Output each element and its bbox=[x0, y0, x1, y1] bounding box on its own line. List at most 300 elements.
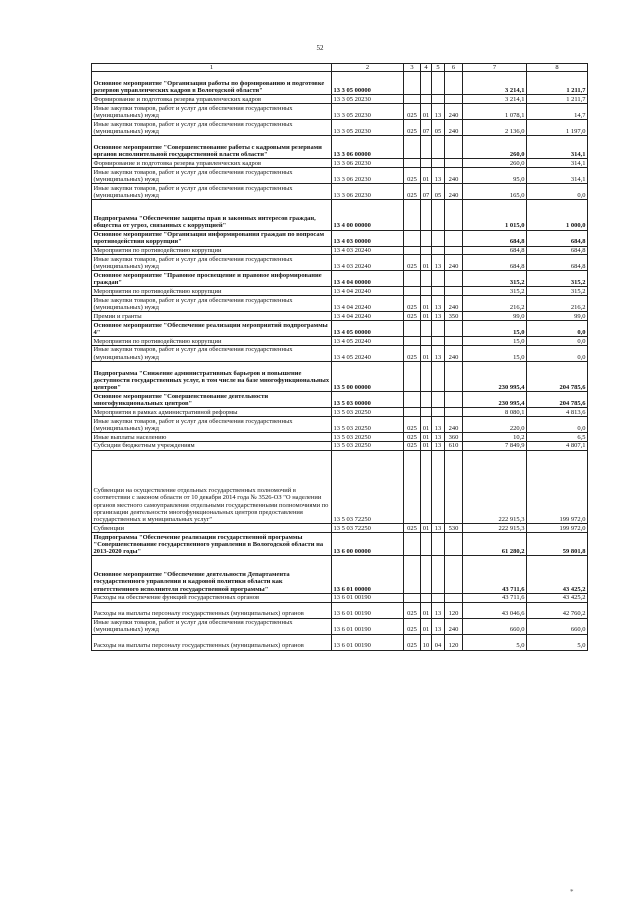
row-section-cell bbox=[421, 320, 432, 336]
table-row bbox=[92, 336, 588, 345]
row-amount-2019-cell: 4 813,6 bbox=[527, 408, 588, 417]
row-type-cell bbox=[445, 287, 463, 296]
row-ministry-cell: 025 bbox=[404, 441, 421, 450]
column-header-4: 4 bbox=[421, 64, 432, 72]
row-ministry-cell bbox=[404, 532, 421, 555]
row-name-cell: Расходы на выплаты персоналу государственных (муниципальных) органов bbox=[92, 602, 332, 618]
row-ministry-cell: 025 bbox=[404, 618, 421, 634]
row-amount-2019-cell: 684,8 bbox=[527, 246, 588, 255]
row-amount-2019-cell: 684,8 bbox=[527, 255, 588, 271]
row-ministry-cell bbox=[404, 136, 421, 159]
row-amount-2019-cell: 14,7 bbox=[527, 104, 588, 120]
table-row bbox=[92, 408, 588, 417]
row-name-cell: Иные закупки товаров, работ и услуг для обеспечения государственных (муниципальных) нужд bbox=[92, 255, 332, 271]
row-type-cell: 120 bbox=[445, 634, 463, 650]
table-row bbox=[92, 602, 588, 618]
column-header-5: 5 bbox=[432, 64, 445, 72]
row-amount-2019-cell: 314,1 bbox=[527, 136, 588, 159]
row-code-cell: 13 6 01 00000 bbox=[332, 556, 404, 594]
row-section-cell: 01 bbox=[421, 618, 432, 634]
row-amount-2019-cell: 199 972,0 bbox=[527, 450, 588, 524]
row-ministry-cell bbox=[404, 287, 421, 296]
row-ministry-cell bbox=[404, 200, 421, 230]
row-amount-2019-cell: 43 425,2 bbox=[527, 556, 588, 594]
row-section-cell bbox=[421, 230, 432, 246]
row-subsection-cell bbox=[432, 361, 445, 391]
row-code-cell: 13 5 03 20250 bbox=[332, 408, 404, 417]
row-type-cell bbox=[445, 593, 463, 602]
row-amount-2019-cell: 1 211,7 bbox=[527, 95, 588, 104]
table-row bbox=[92, 634, 588, 650]
row-amount-2019-cell: 684,8 bbox=[527, 230, 588, 246]
row-subsection-cell: 05 bbox=[432, 184, 445, 200]
table-row bbox=[92, 255, 588, 271]
table-row bbox=[92, 287, 588, 296]
column-header-2: 2 bbox=[332, 64, 404, 72]
row-subsection-cell bbox=[432, 95, 445, 104]
row-subsection-cell: 04 bbox=[432, 634, 445, 650]
row-code-cell: 13 5 03 20250 bbox=[332, 441, 404, 450]
row-subsection-cell: 13 bbox=[432, 168, 445, 184]
row-subsection-cell bbox=[432, 556, 445, 594]
table-row bbox=[92, 532, 588, 555]
row-name-cell: Основное мероприятие "Обеспечение деятельности Департамента государственного управления и кадровой политики области как ответственного исполнителя государственной программы" bbox=[92, 556, 332, 594]
row-ministry-cell: 025 bbox=[404, 312, 421, 321]
table-row bbox=[92, 312, 588, 321]
row-subsection-cell bbox=[432, 246, 445, 255]
row-subsection-cell: 13 bbox=[432, 524, 445, 533]
row-amount-2018-cell: 260,0 bbox=[463, 136, 527, 159]
row-amount-2018-cell: 230 995,4 bbox=[463, 361, 527, 391]
row-name-cell: Субвенции на осуществление отдельных государственных полномочий в соответствии с законом области от 10 декабря 2014 года № 3526-ОЗ "О наделении органов местного самоуправления отдельными государственными полномочиями по организации деятельности многофункциональных центров предоставления государственных и муниципальных услуг" bbox=[92, 450, 332, 524]
row-code-cell: 13 4 05 00000 bbox=[332, 320, 404, 336]
row-type-cell: 240 bbox=[445, 416, 463, 432]
column-header-6: 6 bbox=[445, 64, 463, 72]
row-code-cell: 13 6 01 00190 bbox=[332, 634, 404, 650]
row-amount-2019-cell: 0,0 bbox=[527, 184, 588, 200]
row-amount-2018-cell: 1 015,0 bbox=[463, 200, 527, 230]
table-row bbox=[92, 136, 588, 159]
row-amount-2018-cell: 15,0 bbox=[463, 345, 527, 361]
row-amount-2018-cell: 222 915,3 bbox=[463, 524, 527, 533]
row-code-cell: 13 3 06 20230 bbox=[332, 159, 404, 168]
column-header-3: 3 bbox=[404, 64, 421, 72]
row-code-cell: 13 6 01 00190 bbox=[332, 602, 404, 618]
row-section-cell bbox=[421, 95, 432, 104]
row-type-cell: 240 bbox=[445, 345, 463, 361]
row-subsection-cell bbox=[432, 271, 445, 287]
row-section-cell bbox=[421, 532, 432, 555]
row-type-cell: 350 bbox=[445, 312, 463, 321]
row-subsection-cell: 13 bbox=[432, 255, 445, 271]
table-row bbox=[92, 200, 588, 230]
row-name-cell: Подпрограмма "Снижение административных барьеров и повышение доступности государственных услуг, в том числе на базе многофункциональных центров" bbox=[92, 361, 332, 391]
row-amount-2019-cell: 0,0 bbox=[527, 320, 588, 336]
row-amount-2018-cell: 15,0 bbox=[463, 320, 527, 336]
row-ministry-cell bbox=[404, 450, 421, 524]
row-ministry-cell bbox=[404, 336, 421, 345]
row-ministry-cell bbox=[404, 95, 421, 104]
row-code-cell: 13 3 05 20230 bbox=[332, 95, 404, 104]
row-type-cell bbox=[445, 336, 463, 345]
table-row bbox=[92, 72, 588, 95]
row-subsection-cell: 13 bbox=[432, 345, 445, 361]
row-name-cell: Иные закупки товаров, работ и услуг для обеспечения государственных (муниципальных) нужд bbox=[92, 618, 332, 634]
table-row bbox=[92, 441, 588, 450]
row-section-cell: 01 bbox=[421, 104, 432, 120]
row-section-cell: 07 bbox=[421, 120, 432, 136]
row-section-cell bbox=[421, 287, 432, 296]
row-section-cell: 01 bbox=[421, 441, 432, 450]
row-amount-2018-cell: 15,0 bbox=[463, 336, 527, 345]
row-subsection-cell: 13 bbox=[432, 441, 445, 450]
row-amount-2019-cell: 204 785,6 bbox=[527, 392, 588, 408]
row-amount-2018-cell: 61 280,2 bbox=[463, 532, 527, 555]
row-amount-2018-cell: 43 046,6 bbox=[463, 602, 527, 618]
row-amount-2018-cell: 7 849,9 bbox=[463, 441, 527, 450]
row-code-cell: 13 5 03 72250 bbox=[332, 524, 404, 533]
row-code-cell: 13 4 04 20240 bbox=[332, 296, 404, 312]
row-section-cell bbox=[421, 200, 432, 230]
row-amount-2018-cell: 2 136,0 bbox=[463, 120, 527, 136]
row-type-cell: 240 bbox=[445, 255, 463, 271]
row-type-cell: 240 bbox=[445, 618, 463, 634]
row-subsection-cell: 13 bbox=[432, 416, 445, 432]
row-name-cell: Иные закупки товаров, работ и услуг для обеспечения государственных (муниципальных) нужд bbox=[92, 345, 332, 361]
row-type-cell bbox=[445, 246, 463, 255]
table-row bbox=[92, 95, 588, 104]
row-amount-2018-cell: 1 078,1 bbox=[463, 104, 527, 120]
table-row bbox=[92, 593, 588, 602]
row-name-cell: Подпрограмма "Обеспечение защиты прав и законных интересов граждан, общества от угроз, связанных с коррупцией" bbox=[92, 200, 332, 230]
row-section-cell bbox=[421, 361, 432, 391]
row-code-cell: 13 3 05 20230 bbox=[332, 120, 404, 136]
row-amount-2019-cell: 314,1 bbox=[527, 159, 588, 168]
row-type-cell bbox=[445, 408, 463, 417]
row-section-cell: 01 bbox=[421, 168, 432, 184]
row-name-cell: Основное мероприятие "Организация работы по формированию и подготовке резервов управленческих кадров в Вологодской области" bbox=[92, 72, 332, 95]
row-subsection-cell bbox=[432, 136, 445, 159]
row-amount-2019-cell: 199 972,0 bbox=[527, 524, 588, 533]
row-code-cell: 13 4 04 20240 bbox=[332, 312, 404, 321]
row-name-cell: Иные закупки товаров, работ и услуг для обеспечения государственных (муниципальных) нужд bbox=[92, 296, 332, 312]
row-amount-2019-cell: 0,0 bbox=[527, 345, 588, 361]
column-header-8: 8 bbox=[527, 64, 588, 72]
row-amount-2018-cell: 684,8 bbox=[463, 230, 527, 246]
row-name-cell: Иные закупки товаров, работ и услуг для обеспечения государственных (муниципальных) нужд bbox=[92, 104, 332, 120]
row-amount-2018-cell: 216,2 bbox=[463, 296, 527, 312]
row-name-cell: Премии и гранты bbox=[92, 312, 332, 321]
row-ministry-cell: 025 bbox=[404, 104, 421, 120]
row-amount-2019-cell: 1 000,0 bbox=[527, 200, 588, 230]
row-ministry-cell bbox=[404, 72, 421, 95]
row-section-cell bbox=[421, 136, 432, 159]
table-row bbox=[92, 168, 588, 184]
row-section-cell bbox=[421, 593, 432, 602]
row-amount-2018-cell: 43 711,6 bbox=[463, 556, 527, 594]
row-code-cell: 13 3 06 00000 bbox=[332, 136, 404, 159]
row-amount-2019-cell: 314,1 bbox=[527, 168, 588, 184]
row-amount-2018-cell: 684,8 bbox=[463, 255, 527, 271]
row-name-cell: Иные закупки товаров, работ и услуг для обеспечения государственных (муниципальных) нужд bbox=[92, 416, 332, 432]
table-row bbox=[92, 159, 588, 168]
row-ministry-cell bbox=[404, 230, 421, 246]
row-code-cell: 13 5 03 72250 bbox=[332, 450, 404, 524]
row-amount-2018-cell: 8 080,1 bbox=[463, 408, 527, 417]
row-ministry-cell bbox=[404, 246, 421, 255]
row-type-cell bbox=[445, 159, 463, 168]
row-code-cell: 13 3 05 20230 bbox=[332, 104, 404, 120]
row-section-cell: 01 bbox=[421, 296, 432, 312]
row-name-cell: Иные выплаты населению bbox=[92, 432, 332, 441]
table-row bbox=[92, 432, 588, 441]
row-subsection-cell bbox=[432, 72, 445, 95]
table-row bbox=[92, 296, 588, 312]
row-amount-2019-cell: 5,0 bbox=[527, 634, 588, 650]
row-subsection-cell bbox=[432, 159, 445, 168]
row-section-cell: 01 bbox=[421, 602, 432, 618]
row-amount-2018-cell: 3 214,1 bbox=[463, 95, 527, 104]
budget-table bbox=[91, 63, 588, 651]
row-type-cell bbox=[445, 230, 463, 246]
row-section-cell bbox=[421, 159, 432, 168]
row-amount-2018-cell: 3 214,1 bbox=[463, 72, 527, 95]
row-name-cell: Подпрограмма "Обеспечение реализации государственной программы "Совершенствование государственного управления в Вологодской области на 2013-2020 годы" bbox=[92, 532, 332, 555]
row-subsection-cell: 13 bbox=[432, 104, 445, 120]
row-subsection-cell: 13 bbox=[432, 602, 445, 618]
row-amount-2019-cell: 43 425,2 bbox=[527, 593, 588, 602]
row-name-cell: Основное мероприятие "Совершенствование деятельности многофункциональных центров" bbox=[92, 392, 332, 408]
row-section-cell bbox=[421, 392, 432, 408]
row-ministry-cell bbox=[404, 361, 421, 391]
row-subsection-cell: 13 bbox=[432, 618, 445, 634]
row-subsection-cell bbox=[432, 336, 445, 345]
row-section-cell bbox=[421, 336, 432, 345]
row-amount-2018-cell: 230 995,4 bbox=[463, 392, 527, 408]
row-type-cell bbox=[445, 271, 463, 287]
row-section-cell bbox=[421, 246, 432, 255]
row-amount-2018-cell: 260,0 bbox=[463, 159, 527, 168]
row-amount-2018-cell: 165,0 bbox=[463, 184, 527, 200]
row-name-cell: Субсидии бюджетным учреждениям bbox=[92, 441, 332, 450]
row-section-cell bbox=[421, 408, 432, 417]
row-ministry-cell: 025 bbox=[404, 432, 421, 441]
table-row bbox=[92, 556, 588, 594]
row-amount-2018-cell: 10,2 bbox=[463, 432, 527, 441]
row-amount-2018-cell: 315,2 bbox=[463, 271, 527, 287]
row-subsection-cell bbox=[432, 450, 445, 524]
row-amount-2018-cell: 315,2 bbox=[463, 287, 527, 296]
row-ministry-cell: 025 bbox=[404, 120, 421, 136]
table-row bbox=[92, 230, 588, 246]
table-row bbox=[92, 246, 588, 255]
row-subsection-cell bbox=[432, 593, 445, 602]
row-amount-2019-cell: 315,2 bbox=[527, 271, 588, 287]
table-row bbox=[92, 392, 588, 408]
row-name-cell: Основное мероприятие "Совершенствование работы с кадровыми резервами органов исполнительной государственной власти области" bbox=[92, 136, 332, 159]
table-row bbox=[92, 450, 588, 524]
row-amount-2019-cell: 204 785,6 bbox=[527, 361, 588, 391]
row-type-cell bbox=[445, 532, 463, 555]
row-type-cell: 240 bbox=[445, 120, 463, 136]
row-name-cell: Мероприятия по противодействию коррупции bbox=[92, 287, 332, 296]
row-type-cell: 120 bbox=[445, 602, 463, 618]
row-ministry-cell: 025 bbox=[404, 168, 421, 184]
row-code-cell: 13 4 03 20240 bbox=[332, 255, 404, 271]
row-section-cell: 01 bbox=[421, 416, 432, 432]
row-code-cell: 13 4 03 00000 bbox=[332, 230, 404, 246]
row-type-cell bbox=[445, 392, 463, 408]
row-code-cell: 13 6 01 00190 bbox=[332, 593, 404, 602]
row-amount-2018-cell: 684,8 bbox=[463, 246, 527, 255]
row-name-cell: Формирование и подготовка резерва управленческих кадров bbox=[92, 159, 332, 168]
row-code-cell: 13 5 03 20250 bbox=[332, 432, 404, 441]
row-ministry-cell bbox=[404, 271, 421, 287]
row-name-cell: Иные закупки товаров, работ и услуг для обеспечения государственных (муниципальных) нужд bbox=[92, 120, 332, 136]
row-subsection-cell: 13 bbox=[432, 312, 445, 321]
column-header-1: 1 bbox=[92, 64, 332, 72]
row-amount-2019-cell: 660,0 bbox=[527, 618, 588, 634]
header-row bbox=[92, 64, 588, 72]
row-section-cell: 01 bbox=[421, 312, 432, 321]
row-amount-2019-cell: 4 807,1 bbox=[527, 441, 588, 450]
row-type-cell: 360 bbox=[445, 432, 463, 441]
row-amount-2019-cell: 0,0 bbox=[527, 416, 588, 432]
row-amount-2019-cell: 0,0 bbox=[527, 336, 588, 345]
table-row bbox=[92, 345, 588, 361]
row-name-cell: Основное мероприятие "Обеспечение реализации мероприятий подпрограммы 4" bbox=[92, 320, 332, 336]
row-ministry-cell: 025 bbox=[404, 602, 421, 618]
row-name-cell: Мероприятия в рамках административной реформы bbox=[92, 408, 332, 417]
row-code-cell: 13 3 05 00000 bbox=[332, 72, 404, 95]
row-name-cell: Субвенции bbox=[92, 524, 332, 533]
row-ministry-cell bbox=[404, 408, 421, 417]
row-name-cell: Иные закупки товаров, работ и услуг для обеспечения государственных (муниципальных) нужд bbox=[92, 168, 332, 184]
row-code-cell: 13 5 03 00000 bbox=[332, 392, 404, 408]
row-amount-2019-cell: 42 760,2 bbox=[527, 602, 588, 618]
row-type-cell: 240 bbox=[445, 168, 463, 184]
table-row bbox=[92, 120, 588, 136]
row-type-cell: 240 bbox=[445, 296, 463, 312]
row-type-cell: 240 bbox=[445, 184, 463, 200]
row-code-cell: 13 5 03 20250 bbox=[332, 416, 404, 432]
row-type-cell bbox=[445, 320, 463, 336]
page-number: 52 bbox=[316, 44, 324, 52]
table-row bbox=[92, 416, 588, 432]
row-amount-2019-cell: 6,5 bbox=[527, 432, 588, 441]
row-code-cell: 13 3 06 20230 bbox=[332, 168, 404, 184]
row-section-cell bbox=[421, 556, 432, 594]
row-subsection-cell: 13 bbox=[432, 432, 445, 441]
row-subsection-cell bbox=[432, 287, 445, 296]
column-header-7: 7 bbox=[463, 64, 527, 72]
row-type-cell: 530 bbox=[445, 524, 463, 533]
row-name-cell: Основное мероприятие "Организация информирования граждан по вопросам противодействия коррупции" bbox=[92, 230, 332, 246]
row-type-cell: 610 bbox=[445, 441, 463, 450]
row-amount-2018-cell: 222 915,3 bbox=[463, 450, 527, 524]
row-ministry-cell bbox=[404, 593, 421, 602]
row-ministry-cell bbox=[404, 320, 421, 336]
row-amount-2018-cell: 95,0 bbox=[463, 168, 527, 184]
row-name-cell: Мероприятия по противодействию коррупции bbox=[92, 336, 332, 345]
row-name-cell: Расходы на выплаты персоналу государственных (муниципальных) органов bbox=[92, 634, 332, 650]
row-amount-2019-cell: 315,2 bbox=[527, 287, 588, 296]
row-amount-2019-cell: 1 211,7 bbox=[527, 72, 588, 95]
table-row bbox=[92, 361, 588, 391]
row-amount-2019-cell: 1 197,0 bbox=[527, 120, 588, 136]
row-subsection-cell bbox=[432, 320, 445, 336]
row-amount-2018-cell: 220,0 bbox=[463, 416, 527, 432]
row-amount-2019-cell: 59 801,8 bbox=[527, 532, 588, 555]
row-code-cell: 13 4 05 20240 bbox=[332, 336, 404, 345]
row-section-cell: 01 bbox=[421, 524, 432, 533]
table-row bbox=[92, 104, 588, 120]
row-code-cell: 13 3 06 20230 bbox=[332, 184, 404, 200]
row-section-cell: 07 bbox=[421, 184, 432, 200]
row-section-cell bbox=[421, 450, 432, 524]
row-amount-2019-cell: 216,2 bbox=[527, 296, 588, 312]
row-ministry-cell: 025 bbox=[404, 416, 421, 432]
scan-mark: * bbox=[570, 888, 574, 896]
row-type-cell bbox=[445, 556, 463, 594]
row-subsection-cell bbox=[432, 532, 445, 555]
row-subsection-cell: 05 bbox=[432, 120, 445, 136]
table-row bbox=[92, 271, 588, 287]
row-type-cell bbox=[445, 450, 463, 524]
table-row bbox=[92, 524, 588, 533]
row-code-cell: 13 5 00 00000 bbox=[332, 361, 404, 391]
row-type-cell bbox=[445, 136, 463, 159]
row-amount-2018-cell: 99,0 bbox=[463, 312, 527, 321]
row-name-cell: Мероприятия по противодействию коррупции bbox=[92, 246, 332, 255]
row-section-cell bbox=[421, 72, 432, 95]
row-section-cell: 01 bbox=[421, 432, 432, 441]
row-subsection-cell: 13 bbox=[432, 296, 445, 312]
row-ministry-cell: 025 bbox=[404, 634, 421, 650]
row-subsection-cell bbox=[432, 200, 445, 230]
row-section-cell: 01 bbox=[421, 345, 432, 361]
row-ministry-cell bbox=[404, 392, 421, 408]
row-amount-2018-cell: 660,0 bbox=[463, 618, 527, 634]
row-amount-2018-cell: 5,0 bbox=[463, 634, 527, 650]
row-ministry-cell: 025 bbox=[404, 296, 421, 312]
row-type-cell: 240 bbox=[445, 104, 463, 120]
row-amount-2019-cell: 99,0 bbox=[527, 312, 588, 321]
row-ministry-cell: 025 bbox=[404, 524, 421, 533]
table-row bbox=[92, 184, 588, 200]
row-section-cell: 01 bbox=[421, 255, 432, 271]
row-type-cell bbox=[445, 72, 463, 95]
row-amount-2018-cell: 43 711,6 bbox=[463, 593, 527, 602]
row-ministry-cell: 025 bbox=[404, 345, 421, 361]
row-code-cell: 13 4 05 20240 bbox=[332, 345, 404, 361]
row-name-cell: Иные закупки товаров, работ и услуг для обеспечения государственных (муниципальных) нужд bbox=[92, 184, 332, 200]
row-code-cell: 13 4 04 00000 bbox=[332, 271, 404, 287]
row-ministry-cell bbox=[404, 159, 421, 168]
row-ministry-cell bbox=[404, 556, 421, 594]
row-type-cell bbox=[445, 200, 463, 230]
row-code-cell: 13 6 00 00000 bbox=[332, 532, 404, 555]
row-code-cell: 13 4 04 20240 bbox=[332, 287, 404, 296]
table-row bbox=[92, 320, 588, 336]
row-type-cell bbox=[445, 95, 463, 104]
row-code-cell: 13 6 01 00190 bbox=[332, 618, 404, 634]
row-ministry-cell: 025 bbox=[404, 255, 421, 271]
row-name-cell: Формирование и подготовка резерва управленческих кадров bbox=[92, 95, 332, 104]
row-code-cell: 13 4 03 20240 bbox=[332, 246, 404, 255]
row-subsection-cell bbox=[432, 392, 445, 408]
row-section-cell: 10 bbox=[421, 634, 432, 650]
